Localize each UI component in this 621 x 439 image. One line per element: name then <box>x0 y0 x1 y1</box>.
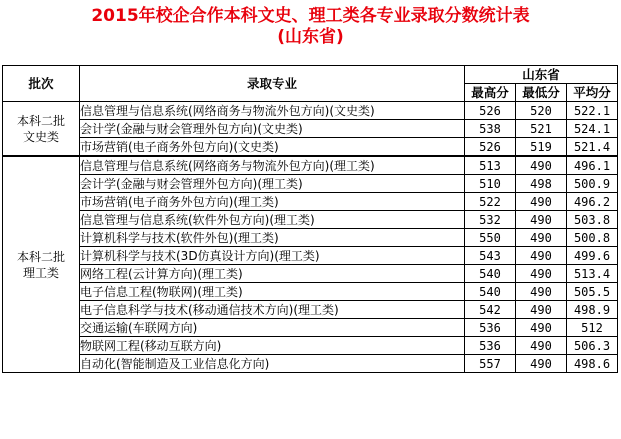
avg-score-cell: 498.6 <box>567 355 618 373</box>
max-score-cell: 526 <box>465 138 516 157</box>
min-score-cell: 490 <box>516 229 567 247</box>
table-subtitle: (山东省) <box>277 27 344 47</box>
avg-score-cell: 505.5 <box>567 283 618 301</box>
min-score-cell: 490 <box>516 193 567 211</box>
min-score-cell: 490 <box>516 301 567 319</box>
header-min-score: 最低分 <box>516 84 567 102</box>
table-row <box>3 301 618 319</box>
min-score-cell: 520 <box>516 102 567 120</box>
avg-score-cell: 500.9 <box>567 175 618 193</box>
max-score-cell: 532 <box>465 211 516 229</box>
min-score-cell: 490 <box>516 355 567 373</box>
batch-cell-liberal-arts <box>3 102 80 157</box>
major-cell: 市场营销(电子商务外包方向)(理工类) <box>80 193 465 211</box>
major-cell: 计算机科学与技术(3D仿真设计方向)(理工类) <box>80 247 465 265</box>
table-row <box>3 319 618 337</box>
avg-score-cell: 521.4 <box>567 138 618 157</box>
min-score-cell: 490 <box>516 283 567 301</box>
table-row <box>3 229 618 247</box>
major-cell: 交通运输(车联网方向) <box>80 319 465 337</box>
header-major: 录取专业 <box>80 66 465 102</box>
avg-score-cell: 522.1 <box>567 102 618 120</box>
major-cell: 网络工程(云计算方向)(理工类) <box>80 265 465 283</box>
max-score-cell: 536 <box>465 337 516 355</box>
min-score-cell: 521 <box>516 120 567 138</box>
major-cell: 电子信息科学与技术(移动通信技术方向)(理工类) <box>80 301 465 319</box>
batch-label-line2: 文史类 <box>22 129 59 144</box>
batch-cell-science <box>3 156 80 373</box>
table-row <box>3 337 618 355</box>
avg-score-cell: 512 <box>567 319 618 337</box>
major-cell: 信息管理与信息系统(软件外包方向)(理工类) <box>80 211 465 229</box>
avg-score-cell: 513.4 <box>567 265 618 283</box>
max-score-cell: 513 <box>465 156 516 175</box>
header-province: 山东省 <box>465 66 618 84</box>
table-row <box>3 193 618 211</box>
min-score-cell: 490 <box>516 337 567 355</box>
header-batch: 批次 <box>3 66 80 102</box>
table-row <box>3 102 618 120</box>
avg-score-cell: 499.6 <box>567 247 618 265</box>
max-score-cell: 538 <box>465 120 516 138</box>
major-cell: 信息管理与信息系统(网络商务与物流外包方向)(理工类) <box>80 156 465 175</box>
min-score-cell: 490 <box>516 247 567 265</box>
min-score-cell: 519 <box>516 138 567 157</box>
min-score-cell: 498 <box>516 175 567 193</box>
batch-label-line1: 本科二批 <box>16 249 65 264</box>
table-row <box>3 211 618 229</box>
avg-score-cell: 496.1 <box>567 156 618 175</box>
min-score-cell: 490 <box>516 319 567 337</box>
table-row <box>3 175 618 193</box>
batch-label-line1: 本科二批 <box>16 113 65 128</box>
major-cell: 计算机科学与技术(软件外包)(理工类) <box>80 229 465 247</box>
major-cell: 电子信息工程(物联网)(理工类) <box>80 283 465 301</box>
major-cell: 自动化(智能制造及工业信息化方向) <box>80 355 465 373</box>
min-score-cell: 490 <box>516 211 567 229</box>
max-score-cell: 522 <box>465 193 516 211</box>
table-row <box>3 138 618 157</box>
admission-scores-table <box>2 65 618 373</box>
max-score-cell: 526 <box>465 102 516 120</box>
avg-score-cell: 498.9 <box>567 301 618 319</box>
max-score-cell: 542 <box>465 301 516 319</box>
min-score-cell: 490 <box>516 265 567 283</box>
header-max-score: 最高分 <box>465 84 516 102</box>
major-cell: 市场营销(电子商务外包方向)(文史类) <box>80 138 465 157</box>
batch-label-line2: 理工类 <box>22 265 59 280</box>
table-row <box>3 265 618 283</box>
table-row <box>3 247 618 265</box>
avg-score-cell: 496.2 <box>567 193 618 211</box>
avg-score-cell: 524.1 <box>567 120 618 138</box>
table-row <box>3 120 618 138</box>
header-avg-score: 平均分 <box>567 84 618 102</box>
max-score-cell: 510 <box>465 175 516 193</box>
max-score-cell: 550 <box>465 229 516 247</box>
table-row <box>3 156 618 175</box>
major-cell: 会计学(金融与财会管理外包方向)(文史类) <box>80 120 465 138</box>
max-score-cell: 543 <box>465 247 516 265</box>
max-score-cell: 557 <box>465 355 516 373</box>
avg-score-cell: 500.8 <box>567 229 618 247</box>
max-score-cell: 536 <box>465 319 516 337</box>
table-row <box>3 283 618 301</box>
max-score-cell: 540 <box>465 265 516 283</box>
table-row <box>3 355 618 373</box>
table-body <box>3 102 618 373</box>
major-cell: 信息管理与信息系统(网络商务与物流外包方向)(文史类) <box>80 102 465 120</box>
avg-score-cell: 503.8 <box>567 211 618 229</box>
min-score-cell: 490 <box>516 156 567 175</box>
table-title: 2015年校企合作本科文史、理工类各专业录取分数统计表 <box>91 6 530 26</box>
avg-score-cell: 506.3 <box>567 337 618 355</box>
major-cell: 会计学(金融与财会管理外包方向)(理工类) <box>80 175 465 193</box>
max-score-cell: 540 <box>465 283 516 301</box>
major-cell: 物联网工程(移动互联方向) <box>80 337 465 355</box>
